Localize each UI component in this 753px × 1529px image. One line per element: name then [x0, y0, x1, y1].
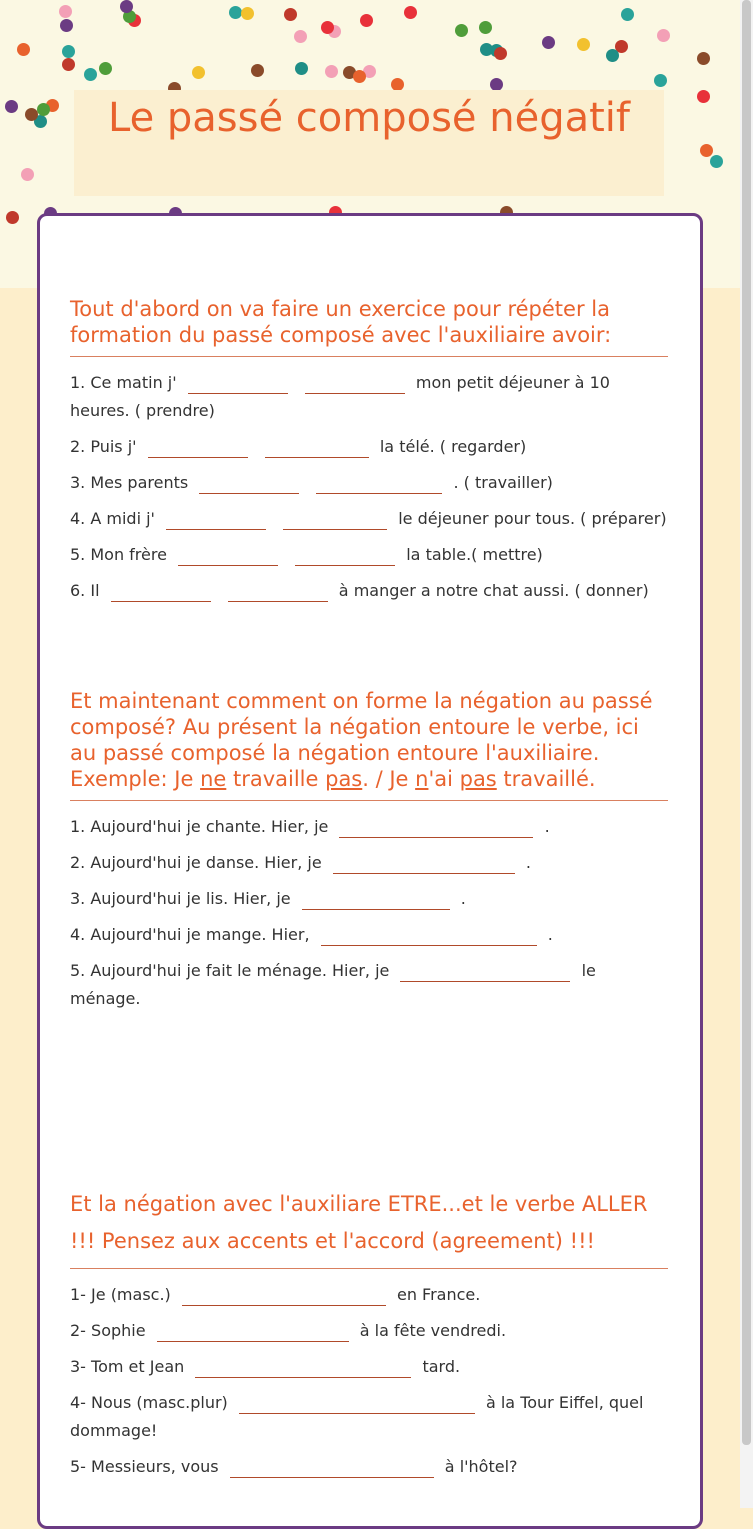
- prompt-text: 4. A midi j': [70, 509, 155, 528]
- prompt-text: .: [547, 925, 553, 944]
- prompt-text: à la Tour Eiffel, quel dommage!: [70, 1393, 644, 1440]
- answer-blank[interactable]: [333, 851, 515, 874]
- prompt-text: 3- Tom et Jean: [70, 1357, 185, 1376]
- exercise-item: [70, 577, 668, 605]
- prompt-text: 5. Mon frère: [70, 545, 167, 564]
- prompt-text: 5. Aujourd'hui je fait le ménage. Hier, je: [70, 961, 390, 980]
- prompt-text: le déjeuner pour tous. ( préparer): [398, 509, 667, 528]
- confetti-dot: [321, 21, 334, 34]
- answer-blank[interactable]: [295, 543, 395, 566]
- confetti-dot: [697, 52, 710, 65]
- confetti-dot: [25, 108, 38, 121]
- prompt-text: 1- Je (masc.): [70, 1285, 171, 1304]
- prompt-text: 2. Aujourd'hui je danse. Hier, je: [70, 853, 322, 872]
- answer-blank[interactable]: [182, 1283, 386, 1306]
- prompt-text: .: [460, 889, 466, 908]
- confetti-dot: [99, 62, 112, 75]
- confetti-dot: [251, 64, 264, 77]
- answer-blank[interactable]: [316, 471, 442, 494]
- confetti-dot: [284, 8, 297, 21]
- answer-blank[interactable]: [283, 507, 387, 530]
- answer-blank[interactable]: [302, 887, 450, 910]
- answer-blank[interactable]: [305, 371, 405, 394]
- confetti-dot: [360, 14, 373, 27]
- confetti-dot: [59, 5, 72, 18]
- prompt-text: 4- Nous (masc.plur): [70, 1393, 228, 1412]
- prompt-text: 1. Aujourd'hui je chante. Hier, je: [70, 817, 329, 836]
- exercise-item: [70, 1389, 668, 1445]
- confetti-dot: [710, 155, 723, 168]
- prompt-text: 2. Puis j': [70, 437, 137, 456]
- confetti-dot: [542, 36, 555, 49]
- prompt-text: à l'hôtel?: [444, 1457, 518, 1476]
- answer-blank[interactable]: [339, 815, 533, 838]
- prompt-text: à la fête vendredi.: [359, 1321, 507, 1340]
- prompt-text: la télé. ( regarder): [379, 437, 527, 456]
- confetti-dot: [606, 49, 619, 62]
- prompt-text: 4. Aujourd'hui je mange. Hier,: [70, 925, 310, 944]
- prompt-text: le ménage.: [70, 961, 596, 1008]
- prompt-text: 2- Sophie: [70, 1321, 146, 1340]
- exercise-item: [70, 1353, 668, 1381]
- answer-blank[interactable]: [265, 435, 369, 458]
- exercise-item: [70, 885, 668, 913]
- confetti-dot: [697, 90, 710, 103]
- confetti-dot: [21, 168, 34, 181]
- section-3: [70, 1186, 668, 1481]
- prompt-text: 1. Ce matin j': [70, 373, 177, 392]
- exercise-item: [70, 921, 668, 949]
- answer-blank[interactable]: [166, 507, 266, 530]
- confetti-dot: [480, 43, 493, 56]
- confetti-dot: [654, 74, 667, 87]
- prompt-text: en France.: [396, 1285, 481, 1304]
- worksheet-card: [37, 213, 703, 1529]
- confetti-dot: [294, 30, 307, 43]
- exercise-item: [70, 469, 668, 497]
- scrollbar-thumb[interactable]: [742, 0, 751, 1445]
- answer-blank[interactable]: [230, 1455, 434, 1478]
- prompt-text: 6. Il: [70, 581, 100, 600]
- answer-blank[interactable]: [188, 371, 288, 394]
- confetti-dot: [295, 62, 308, 75]
- confetti-dot: [84, 68, 97, 81]
- answer-blank[interactable]: [148, 435, 248, 458]
- exercise-item: [70, 849, 668, 877]
- section-3-heading: Et la négation avec l'auxiliare ETRE...et le verbe ALLER !!! Pensez aux accents et l'accord (agreement) !!!: [70, 1186, 668, 1269]
- confetti-dot: [5, 100, 18, 113]
- exercise-item: [70, 813, 668, 841]
- confetti-dot: [62, 58, 75, 71]
- confetti-dot: [17, 43, 30, 56]
- page-title: Le passé composé négatif: [107, 95, 630, 141]
- exercise-item: [70, 1317, 668, 1345]
- section-1-heading: Tout d'abord on va faire un exercice pour répéter la formation du passé composé avec l'auxiliaire avoir:: [70, 296, 668, 357]
- confetti-dot: [577, 38, 590, 51]
- answer-blank[interactable]: [321, 923, 537, 946]
- prompt-text: mon petit déjeuner à 10 heures. ( prendre): [70, 373, 610, 420]
- answer-blank[interactable]: [239, 1391, 475, 1414]
- section-2-heading: Et maintenant comment on forme la négation au passé composé? Au présent la négation entoure le verbe, ici au passé composé la négation entoure l'auxiliaire. Exemple: Je ne travaille pas. / Je n'ai pas travaillé.: [70, 688, 668, 801]
- answer-blank[interactable]: [195, 1355, 411, 1378]
- prompt-text: 5- Messieurs, vous: [70, 1457, 219, 1476]
- confetti-dot: [700, 144, 713, 157]
- confetti-dot: [6, 211, 19, 224]
- exercise-item: [70, 541, 668, 569]
- title-box: [74, 90, 664, 196]
- prompt-text: tard.: [422, 1357, 461, 1376]
- confetti-dot: [404, 6, 417, 19]
- confetti-dot: [657, 29, 670, 42]
- exercise-item: [70, 957, 668, 1013]
- confetti-dot: [37, 103, 50, 116]
- answer-blank[interactable]: [157, 1319, 349, 1342]
- prompt-text: 3. Mes parents: [70, 473, 189, 492]
- exercise-item: [70, 1453, 668, 1481]
- confetti-dot: [120, 0, 133, 13]
- exercise-item: [70, 505, 668, 533]
- prompt-text: à manger a notre chat aussi. ( donner): [338, 581, 649, 600]
- answer-blank[interactable]: [228, 579, 328, 602]
- exercise-item: [70, 433, 668, 461]
- prompt-text: 3. Aujourd'hui je lis. Hier, je: [70, 889, 291, 908]
- answer-blank[interactable]: [178, 543, 278, 566]
- prompt-text: la table.( mettre): [406, 545, 543, 564]
- prompt-text: .: [544, 817, 550, 836]
- confetti-dot: [60, 19, 73, 32]
- exercise-item: [70, 1281, 668, 1309]
- answer-blank[interactable]: [199, 471, 299, 494]
- confetti-dot: [621, 8, 634, 21]
- section-2: [70, 688, 668, 1013]
- exercise-item: [70, 369, 668, 425]
- confetti-dot: [241, 7, 254, 20]
- prompt-text: .: [525, 853, 531, 872]
- confetti-dot: [192, 66, 205, 79]
- confetti-dot: [455, 24, 468, 37]
- scrollbar[interactable]: [740, 0, 753, 1508]
- confetti-dot: [325, 65, 338, 78]
- confetti-dot: [353, 70, 366, 83]
- answer-blank[interactable]: [111, 579, 211, 602]
- confetti-dot: [479, 21, 492, 34]
- prompt-text: . ( travailler): [453, 473, 553, 492]
- confetti-dot: [62, 45, 75, 58]
- answer-blank[interactable]: [400, 959, 570, 982]
- confetti-dot: [494, 47, 507, 60]
- section-1: [70, 296, 668, 605]
